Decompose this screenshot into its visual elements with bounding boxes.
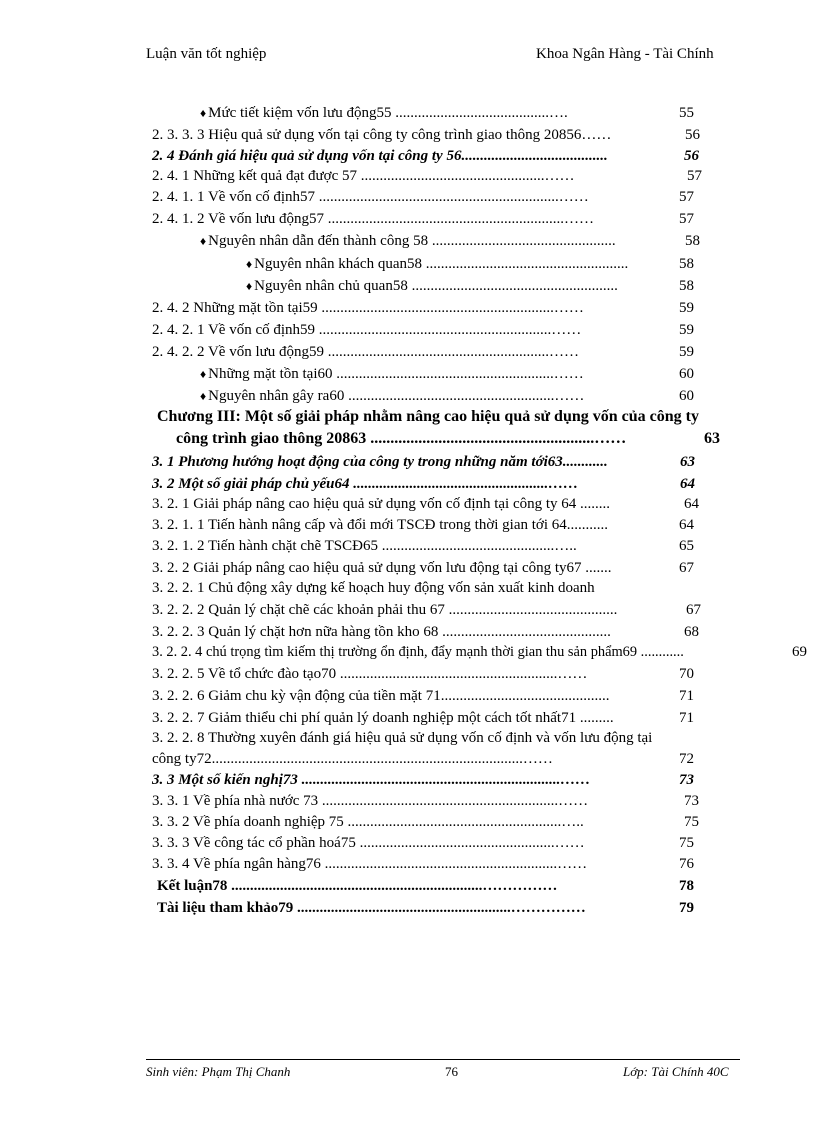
footer-divider [146,1059,740,1060]
toc-entry[interactable]: công ty72...................................................................................…… 72 [152,751,694,767]
toc-entry[interactable]: 3. 2. 2. 2 Quản lý chặt chẽ các khoản phải thu 67 ............................................. 67 [152,602,701,618]
diamond-bullet-icon: ♦ [200,367,207,381]
diamond-bullet-icon: ♦ [246,279,253,293]
diamond-bullet-icon: ♦ [200,106,207,120]
toc-entry-references[interactable]: Tài liệu tham khảo79 .........................................................…………… 79 [157,900,694,916]
toc-entry[interactable]: 3. 2. 2. 3 Quản lý chặt hơn nữa hàng tồn kho 68 ............................................. 68 [152,624,699,640]
toc-section-heading[interactable]: 2. 4 Đánh giá hiệu quả sử dụng vốn tại công ty 56....................................... 56 [152,148,699,164]
toc-entry[interactable]: 3. 3. 2 Về phía doanh nghiệp 75 .........................................................….. 75 [152,814,699,830]
toc-entry[interactable]: 3. 2. 2. 8 Thường xuyên đánh giá hiệu quả sử dụng vốn cố định và vốn lưu động tại [152,730,653,746]
header-right: Khoa Ngân Hàng - Tài Chính [536,46,714,62]
toc-section-heading[interactable]: 3. 1 Phương hướng hoạt động của công ty trong những năm tới63............ 63 [152,454,695,470]
toc-entry[interactable]: 3. 2. 2. 7 Giảm thiểu chi phí quản lý doanh nghiệp một cách tốt nhất71 ......... 71 [152,710,694,726]
toc-entry[interactable]: 2. 4. 1. 1 Về vốn cố định57 ................................................................…… 57 [152,189,694,205]
toc-entry[interactable]: 2. 4. 2 Những mặt tồn tại59 ..............................................................…… 59 [152,300,694,316]
toc-entry[interactable]: 2. 3. 3. 3 Hiệu quả sử dụng vốn tại công ty công trình giao thông 20856…… 56 [152,127,700,143]
diamond-bullet-icon: ♦ [200,389,207,403]
header-left: Luận văn tốt nghiệp [146,46,267,62]
toc-section-heading[interactable]: 3. 3 Một số kiến nghị73 .....................................................................…… 73 [152,772,694,788]
toc-entry[interactable]: ♦ Nguyên nhân khách quan58 ...................................................... 58 [246,256,694,272]
toc-entry[interactable]: 3. 3. 3 Về công tác cổ phần hoá75 ....................................................…… 75 [152,835,694,851]
toc-entry[interactable]: 3. 2. 2. 4 chú trọng tìm kiếm thị trường ổn định, đẩy mạnh thời gian thu sản phẩm69 ............ 69 [152,644,807,660]
toc-entry[interactable]: ♦ Mức tiết kiệm vốn lưu động55 .........................................…. 55 [200,105,694,121]
toc-entry[interactable]: 2. 4. 2. 1 Về vốn cố định59 ..............................................................…… 59 [152,322,694,338]
toc-entry[interactable]: 3. 2. 2. 1 Chủ động xây dựng kế hoạch huy động vốn sản xuất kinh doanh [152,580,595,596]
chapter-heading-line2[interactable]: công trình giao thông 20863 ........................................................…… 63 [176,430,720,447]
diamond-bullet-icon: ♦ [246,257,253,271]
toc-entry[interactable]: 3. 2. 2 Giải pháp nâng cao hiệu quả sử dụng vốn lưu động tại công ty67 ....... 67 [152,560,694,576]
toc-entry[interactable]: 3. 2. 2. 5 Về tổ chức đào tạo70 ..........................................................…… 70 [152,666,694,682]
toc-section-heading[interactable]: 3. 2 Một số giải pháp chủ yếu64 ....................................................…… 64 [152,476,695,492]
toc-entry[interactable]: 2. 4. 1. 2 Về vốn lưu động57 ...............................................................…… 57 [152,211,694,227]
footer-class: Lớp: Tài Chính 40C [623,1064,729,1079]
toc-entry[interactable]: 2. 4. 2. 2 Về vốn lưu động59 ...........................................................…… 59 [152,344,694,360]
toc-entry[interactable]: 2. 4. 1 Những kết quả đạt được 57 .................................................…… 57 [152,168,702,184]
toc-entry[interactable]: ♦ Nguyên nhân dẫn đến thành công 58 ................................................. 58 [200,233,700,249]
toc-entry[interactable]: ♦ Nguyên nhân chủ quan58 ....................................................... 58 [246,278,694,294]
toc-entry[interactable]: ♦ Những mặt tồn tại60 ..........................................................…… 60 [200,366,694,382]
toc-entry[interactable]: ♦ Nguyên nhân gây ra60 .......................................................…… 60 [200,388,694,404]
toc-entry[interactable]: 3. 3. 4 Về phía ngân hàng76 ..............................................................…… 76 [152,856,694,872]
toc-entry[interactable]: 3. 2. 1. 2 Tiến hành chặt chẽ TSCĐ65 ..............................................….. 65 [152,538,694,554]
toc-entry[interactable]: 3. 2. 1. 1 Tiến hành nâng cấp và đổi mới TSCĐ trong thời gian tới 64........... 64 [152,517,694,533]
toc-entry-conclusion[interactable]: Kết luận78 ...................................................................…………… 78 [157,878,694,894]
toc-entry[interactable]: 3. 2. 2. 6 Giảm chu kỳ vận động của tiền mặt 71............................................. 71 [152,688,694,704]
diamond-bullet-icon: ♦ [200,234,207,248]
toc-entry[interactable]: 3. 3. 1 Về phía nhà nước 73 ...............................................................…… 73 [152,793,699,809]
chapter-heading-line1[interactable]: Chương III: Một số giải pháp nhằm nâng cao hiệu quả sử dụng vốn của công ty [157,408,699,425]
footer-student: Sinh viên: Phạm Thị Chanh [146,1064,291,1079]
toc-entry[interactable]: 3. 2. 1 Giải pháp nâng cao hiệu quả sử dụng vốn cố định tại công ty 64 ........ 64 [152,496,699,512]
footer-page-number: 76 [445,1064,458,1079]
